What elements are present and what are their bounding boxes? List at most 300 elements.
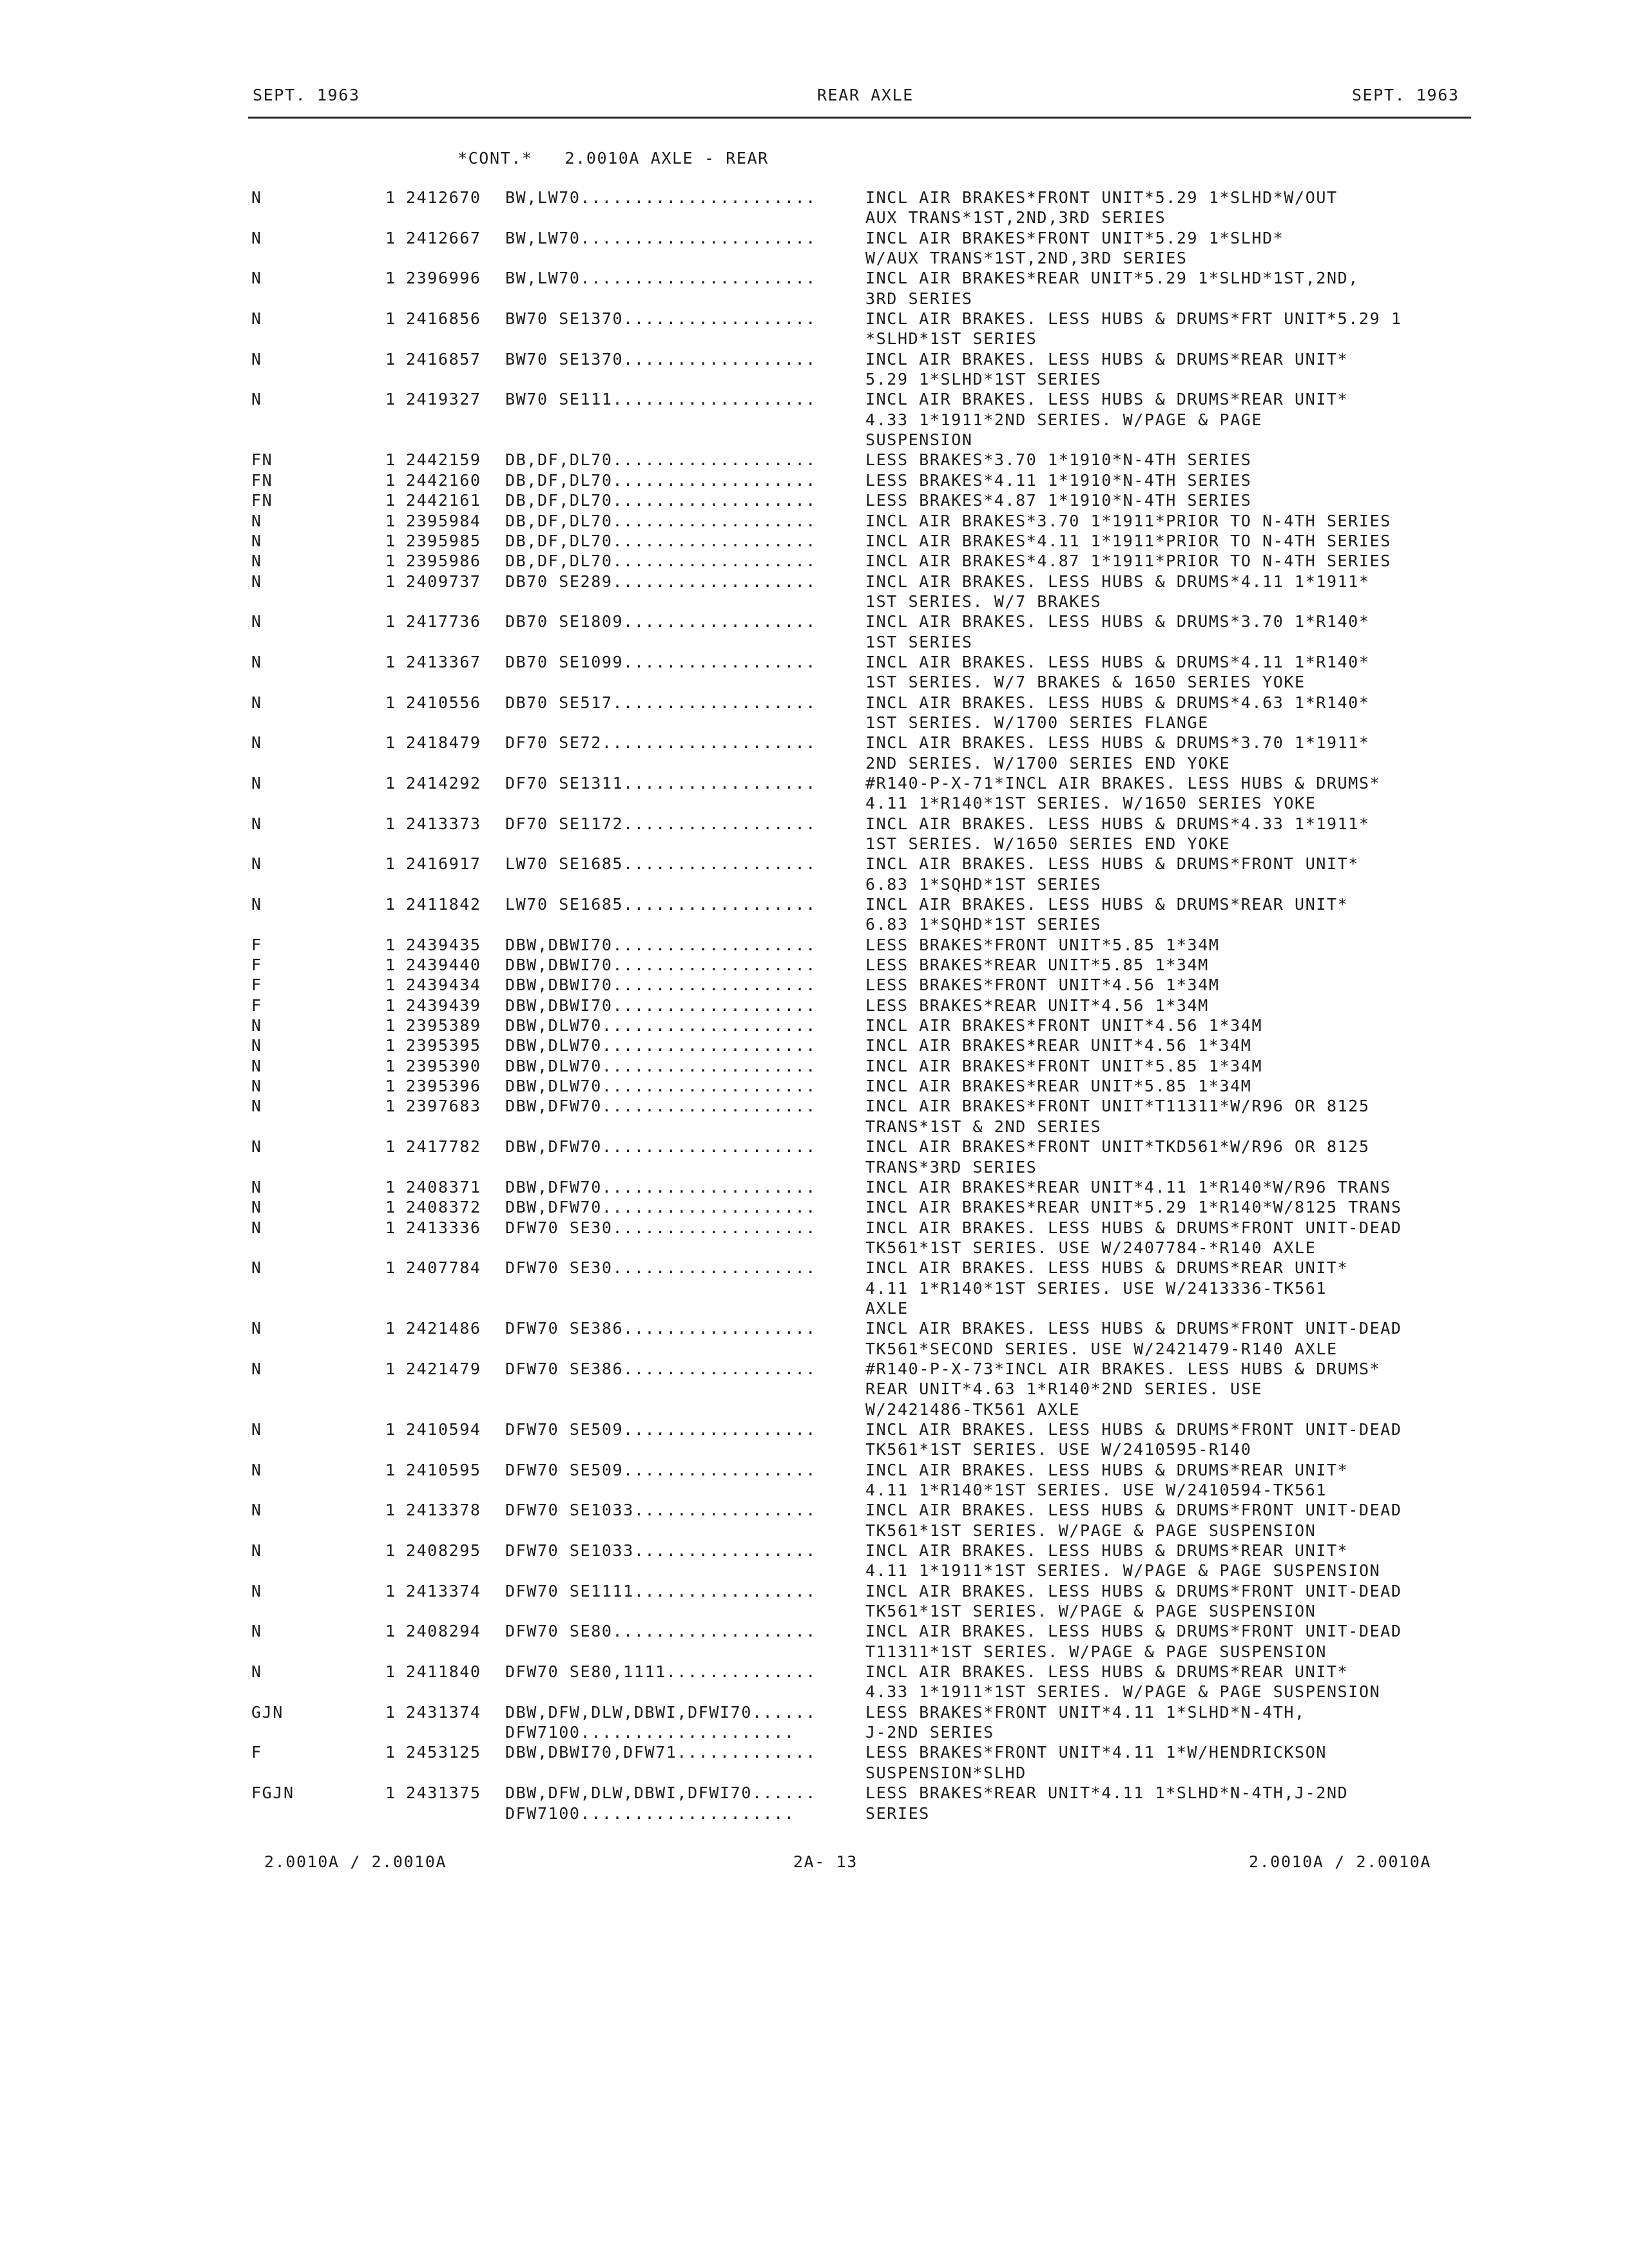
row-description: 3RD SERIES xyxy=(865,289,973,308)
row-description: INCL AIR BRAKES*FRONT UNIT*T11311*W/R96 OR 8125 xyxy=(865,1097,1370,1116)
row-model: DBW,DLW70.................... xyxy=(505,1056,816,1075)
row-line xyxy=(0,1420,1629,1440)
row-line xyxy=(0,1117,1629,1137)
row-flag: N xyxy=(251,1581,262,1600)
row-description: INCL AIR BRAKES. LESS HUBS & DRUMS*FRONT UNIT* xyxy=(865,854,1359,874)
row-line xyxy=(0,329,1629,349)
table-row xyxy=(0,1420,1629,1461)
row-model: DFW7100.................... xyxy=(505,1723,795,1742)
row-part-number: 2412667 xyxy=(406,228,481,247)
row-part-number: 2419327 xyxy=(406,390,481,409)
table-row xyxy=(0,188,1629,229)
row-description: LESS BRAKES*4.11 1*1910*N-4TH SERIES xyxy=(865,470,1252,490)
row-part-number: 2418479 xyxy=(406,733,481,753)
row-description: INCL AIR BRAKES. LESS HUBS & DRUMS*FRONT UNIT-DEAD xyxy=(865,1419,1402,1439)
row-model: DBW,DBWI70................... xyxy=(505,995,816,1015)
row-description: INCL AIR BRAKES*3.70 1*1911*PRIOR TO N-4TH SERIES xyxy=(865,511,1391,530)
row-part-number: 2413378 xyxy=(406,1501,481,1520)
row-description: INCL AIR BRAKES. LESS HUBS & DRUMS*4.11 1*1911* xyxy=(865,572,1370,591)
table-row xyxy=(0,1036,1629,1056)
row-line xyxy=(0,1481,1629,1501)
row-quantity: 1 xyxy=(385,1319,396,1338)
row-flag: N xyxy=(251,773,262,793)
row-model: BW70 SE1370.................. xyxy=(505,349,816,369)
row-quantity: 1 xyxy=(385,349,396,369)
table-row xyxy=(0,814,1629,855)
row-part-number: 2395985 xyxy=(406,531,481,550)
row-model: DBW,DFW70.................... xyxy=(505,1097,816,1116)
row-description: 1ST SERIES. W/7 BRAKES & 1650 SERIES YOKE xyxy=(865,673,1306,692)
row-description: INCL AIR BRAKES. LESS HUBS & DRUMS*FRONT UNIT-DEAD xyxy=(865,1319,1402,1338)
row-line xyxy=(0,936,1629,956)
row-line xyxy=(0,733,1629,753)
row-description: AXLE xyxy=(865,1298,909,1318)
row-line xyxy=(0,289,1629,309)
table-row xyxy=(0,1622,1629,1662)
row-line xyxy=(0,1582,1629,1602)
row-quantity: 1 xyxy=(385,1177,396,1196)
row-flag: FGJN xyxy=(251,1783,294,1803)
row-line xyxy=(0,512,1629,532)
row-description: TRANS*1ST & 2ND SERIES xyxy=(865,1117,1102,1136)
row-part-number: 2417736 xyxy=(406,612,481,631)
row-part-number: 2408294 xyxy=(406,1622,481,1641)
table-row xyxy=(0,733,1629,774)
row-line xyxy=(0,572,1629,592)
row-model: DBW,DFW70.................... xyxy=(505,1137,816,1157)
row-line xyxy=(0,1258,1629,1278)
row-description: 6.83 1*SQHD*1ST SERIES xyxy=(865,874,1102,894)
table-row xyxy=(0,471,1629,491)
row-model: DFW7100.................... xyxy=(505,1803,795,1823)
row-flag: N xyxy=(251,309,262,329)
row-line xyxy=(0,450,1629,470)
row-flag: N xyxy=(251,1137,262,1157)
row-flag: N xyxy=(251,1419,262,1439)
row-description: LESS BRAKES*4.87 1*1910*N-4TH SERIES xyxy=(865,491,1252,510)
row-model: DBW,DFW70.................... xyxy=(505,1177,816,1196)
row-line xyxy=(0,1137,1629,1157)
row-quantity: 1 xyxy=(385,1198,396,1217)
header-date-right: SEPT. 1963 xyxy=(1352,86,1460,104)
row-line xyxy=(0,1238,1629,1258)
row-part-number: 2395389 xyxy=(406,1016,481,1035)
table-row xyxy=(0,1097,1629,1137)
row-description: LESS BRAKES*FRONT UNIT*4.56 1*34M xyxy=(865,975,1220,995)
row-quantity: 1 xyxy=(385,269,396,288)
row-part-number: 2413374 xyxy=(406,1581,481,1600)
row-flag: N xyxy=(251,1218,262,1237)
row-quantity: 1 xyxy=(385,814,396,833)
row-flag: N xyxy=(251,1319,262,1338)
row-description: INCL AIR BRAKES. LESS HUBS & DRUMS*4.11 1*R140* xyxy=(865,652,1370,671)
row-part-number: 2439439 xyxy=(406,995,481,1015)
row-quantity: 1 xyxy=(385,1581,396,1600)
row-quantity: 1 xyxy=(385,733,396,753)
row-line xyxy=(0,1783,1629,1803)
row-quantity: 1 xyxy=(385,470,396,490)
table-row xyxy=(0,1501,1629,1541)
row-line xyxy=(0,713,1629,733)
row-description: *SLHD*1ST SERIES xyxy=(865,329,1037,349)
row-quantity: 1 xyxy=(385,773,396,793)
row-model: DBW,DBWI70,DFW71............. xyxy=(505,1743,816,1762)
row-quantity: 1 xyxy=(385,1783,396,1803)
row-flag: FN xyxy=(251,491,273,510)
row-quantity: 1 xyxy=(385,1419,396,1439)
table-row xyxy=(0,1703,1629,1744)
table-row xyxy=(0,1178,1629,1198)
row-part-number: 2453125 xyxy=(406,1743,481,1762)
row-line xyxy=(0,1340,1629,1360)
row-description: INCL AIR BRAKES. LESS HUBS & DRUMS*REAR UNIT* xyxy=(865,1258,1349,1278)
table-row xyxy=(0,309,1629,350)
row-line xyxy=(0,1461,1629,1481)
row-description: TK561*SECOND SERIES. USE W/2421479-R140 AXLE xyxy=(865,1339,1338,1358)
footer-section-left: 2.0010A / 2.0010A xyxy=(264,1852,447,1871)
row-part-number: 2442160 xyxy=(406,470,481,490)
row-line xyxy=(0,956,1629,975)
row-model: DBW,DBWI70................... xyxy=(505,935,816,954)
row-flag: N xyxy=(251,895,262,914)
row-line xyxy=(0,269,1629,289)
row-quantity: 1 xyxy=(385,1077,396,1096)
row-flag: N xyxy=(251,188,262,207)
row-quantity: 1 xyxy=(385,1359,396,1378)
row-flag: FN xyxy=(251,470,273,490)
row-line xyxy=(0,1198,1629,1218)
row-quantity: 1 xyxy=(385,1702,396,1722)
row-line xyxy=(0,1682,1629,1702)
row-model: DBW,DLW70.................... xyxy=(505,1077,816,1096)
row-part-number: 2395396 xyxy=(406,1077,481,1096)
row-line xyxy=(0,1379,1629,1399)
row-flag: N xyxy=(251,531,262,550)
row-flag: N xyxy=(251,1177,262,1196)
row-model: LW70 SE1685.................. xyxy=(505,895,816,914)
row-part-number: 2395395 xyxy=(406,1036,481,1055)
row-line xyxy=(0,370,1629,390)
row-flag: N xyxy=(251,693,262,712)
row-quantity: 1 xyxy=(385,309,396,329)
row-description: INCL AIR BRAKES. LESS HUBS & DRUMS*3.70 1*R140* xyxy=(865,612,1370,631)
row-description: 5.29 1*SLHD*1ST SERIES xyxy=(865,370,1102,389)
row-part-number: 2408295 xyxy=(406,1541,481,1561)
row-quantity: 1 xyxy=(385,491,396,510)
row-description: #R140-P-X-71*INCL AIR BRAKES. LESS HUBS & DRUMS* xyxy=(865,773,1381,793)
row-line xyxy=(0,208,1629,228)
header-title: REAR AXLE xyxy=(817,86,914,104)
row-description: INCL AIR BRAKES. LESS HUBS & DRUMS*FRONT UNIT-DEAD xyxy=(865,1622,1402,1641)
row-quantity: 1 xyxy=(385,228,396,247)
row-part-number: 2442161 xyxy=(406,491,481,510)
row-description: INCL AIR BRAKES. LESS HUBS & DRUMS*REAR UNIT* xyxy=(865,349,1349,369)
row-line xyxy=(0,1622,1629,1642)
row-model: DFW70 SE1111................. xyxy=(505,1581,816,1600)
row-quantity: 1 xyxy=(385,511,396,530)
row-part-number: 2416857 xyxy=(406,349,481,369)
row-description: TRANS*3RD SERIES xyxy=(865,1157,1037,1177)
row-part-number: 2412670 xyxy=(406,188,481,207)
table-row xyxy=(0,229,1629,269)
row-line xyxy=(0,693,1629,713)
row-description: 2ND SERIES. W/1700 SERIES END YOKE xyxy=(865,753,1231,773)
table-row xyxy=(0,1218,1629,1259)
table-row xyxy=(0,1582,1629,1622)
table-row xyxy=(0,1057,1629,1077)
row-model: DB,DF,DL70................... xyxy=(505,552,816,571)
row-line xyxy=(0,1158,1629,1178)
row-quantity: 1 xyxy=(385,1662,396,1682)
row-quantity: 1 xyxy=(385,1501,396,1520)
row-part-number: 2395984 xyxy=(406,511,481,530)
section-title: *CONT.* 2.0010A AXLE - REAR xyxy=(458,149,769,168)
row-quantity: 1 xyxy=(385,1622,396,1641)
row-line xyxy=(0,1440,1629,1460)
row-description: #R140-P-X-73*INCL AIR BRAKES. LESS HUBS & DRUMS* xyxy=(865,1359,1381,1378)
row-description: TK561*1ST SERIES. W/PAGE & PAGE SUSPENSION xyxy=(865,1521,1316,1540)
row-model: BW,LW70...................... xyxy=(505,188,816,207)
row-description: INCL AIR BRAKES*REAR UNIT*4.11 1*R140*W/R96 TRANS xyxy=(865,1177,1391,1196)
row-part-number: 2395390 xyxy=(406,1056,481,1075)
table-row xyxy=(0,1461,1629,1501)
table-row xyxy=(0,269,1629,309)
table-row xyxy=(0,653,1629,693)
row-line xyxy=(0,996,1629,1016)
row-line xyxy=(0,188,1629,208)
row-part-number: 2413373 xyxy=(406,814,481,833)
row-description: LESS BRAKES*REAR UNIT*5.85 1*34M xyxy=(865,956,1209,975)
table-row xyxy=(0,512,1629,532)
row-description: SUSPENSION*SLHD xyxy=(865,1763,1027,1782)
row-model: DBW,DBWI70................... xyxy=(505,975,816,995)
row-line xyxy=(0,1804,1629,1824)
row-quantity: 1 xyxy=(385,693,396,712)
row-part-number: 2408372 xyxy=(406,1198,481,1217)
row-quantity: 1 xyxy=(385,975,396,995)
row-description: TK561*1ST SERIES. USE W/2407784-*R140 AXLE xyxy=(865,1238,1316,1257)
row-line xyxy=(0,653,1629,673)
row-model: DFW70 SE30................... xyxy=(505,1258,816,1278)
row-line xyxy=(0,1016,1629,1036)
table-row xyxy=(0,491,1629,511)
row-quantity: 1 xyxy=(385,1743,396,1762)
row-model: BW,LW70...................... xyxy=(505,269,816,288)
row-model: DBW,DLW70.................... xyxy=(505,1036,816,1055)
row-flag: N xyxy=(251,269,262,288)
row-line xyxy=(0,430,1629,450)
row-description: J-2ND SERIES xyxy=(865,1723,994,1742)
row-line xyxy=(0,1743,1629,1763)
row-quantity: 1 xyxy=(385,995,396,1015)
row-line xyxy=(0,1602,1629,1622)
row-description: INCL AIR BRAKES*4.87 1*1911*PRIOR TO N-4TH SERIES xyxy=(865,552,1391,571)
row-part-number: 2421486 xyxy=(406,1319,481,1338)
row-part-number: 2414292 xyxy=(406,773,481,793)
table-row xyxy=(0,552,1629,572)
row-flag: N xyxy=(251,814,262,833)
row-description: 6.83 1*SQHD*1ST SERIES xyxy=(865,915,1102,934)
row-flag: F xyxy=(251,956,262,975)
row-description: LESS BRAKES*FRONT UNIT*4.11 1*SLHD*N-4TH, xyxy=(865,1702,1306,1722)
row-line xyxy=(0,1541,1629,1561)
table-row xyxy=(0,1541,1629,1582)
row-line xyxy=(0,491,1629,511)
row-quantity: 1 xyxy=(385,1460,396,1479)
row-model: DF70 SE72.................... xyxy=(505,733,816,753)
header-date-left: SEPT. 1963 xyxy=(253,86,360,104)
row-flag: N xyxy=(251,1056,262,1075)
footer-section-right: 2.0010A / 2.0010A xyxy=(1249,1852,1432,1871)
row-line xyxy=(0,1299,1629,1319)
row-line xyxy=(0,229,1629,249)
row-flag: N xyxy=(251,612,262,631)
row-description: LESS BRAKES*REAR UNIT*4.56 1*34M xyxy=(865,995,1209,1015)
row-description: 1ST SERIES xyxy=(865,632,973,651)
row-part-number: 2416917 xyxy=(406,854,481,874)
row-description: 4.11 1*1911*1ST SERIES. W/PAGE & PAGE SUSPENSION xyxy=(865,1561,1381,1581)
row-flag: F xyxy=(251,1743,262,1762)
row-quantity: 1 xyxy=(385,390,396,409)
row-description: INCL AIR BRAKES*FRONT UNIT*5.29 1*SLHD* xyxy=(865,228,1284,247)
row-description: 1ST SERIES. W/1700 SERIES FLANGE xyxy=(865,713,1209,732)
table-row xyxy=(0,1198,1629,1218)
row-description: INCL AIR BRAKES. LESS HUBS & DRUMS*FRONT UNIT-DEAD xyxy=(865,1501,1402,1520)
row-description: 4.33 1*1911*2ND SERIES. W/PAGE & PAGE xyxy=(865,410,1263,429)
row-model: DFW70 SE80................... xyxy=(505,1622,816,1641)
table-row xyxy=(0,1077,1629,1097)
row-part-number: 2421479 xyxy=(406,1359,481,1378)
row-part-number: 2439440 xyxy=(406,956,481,975)
row-line xyxy=(0,1178,1629,1198)
row-flag: N xyxy=(251,511,262,530)
table-row xyxy=(0,532,1629,552)
row-part-number: 2410594 xyxy=(406,1419,481,1439)
row-line xyxy=(0,350,1629,370)
row-description: 4.11 1*R140*1ST SERIES. W/1650 SERIES YOKE xyxy=(865,794,1316,813)
row-part-number: 2413336 xyxy=(406,1218,481,1237)
row-flag: N xyxy=(251,1258,262,1278)
row-line xyxy=(0,774,1629,794)
row-flag: N xyxy=(251,1198,262,1217)
row-line xyxy=(0,1077,1629,1097)
row-description: INCL AIR BRAKES*FRONT UNIT*TKD561*W/R96 OR 8125 xyxy=(865,1137,1370,1157)
row-description: INCL AIR BRAKES*FRONT UNIT*5.29 1*SLHD*W/OUT xyxy=(865,188,1338,207)
row-model: DFW70 SE509.................. xyxy=(505,1419,816,1439)
row-model: DB70 SE1099.................. xyxy=(505,652,816,671)
row-quantity: 1 xyxy=(385,450,396,470)
row-line xyxy=(0,1642,1629,1662)
row-model: DFW70 SE509.................. xyxy=(505,1460,816,1479)
row-description: REAR UNIT*4.63 1*R140*2ND SERIES. USE xyxy=(865,1379,1263,1399)
table-row xyxy=(0,1783,1629,1824)
row-model: DB,DF,DL70................... xyxy=(505,450,816,470)
row-model: DB70 SE289................... xyxy=(505,572,816,591)
row-description: SUSPENSION xyxy=(865,430,973,450)
row-line xyxy=(0,471,1629,491)
row-description: LESS BRAKES*3.70 1*1910*N-4TH SERIES xyxy=(865,450,1252,470)
row-model: DFW70 SE386.................. xyxy=(505,1359,816,1378)
row-flag: N xyxy=(251,854,262,874)
row-line xyxy=(0,1360,1629,1379)
row-description: W/AUX TRANS*1ST,2ND,3RD SERIES xyxy=(865,249,1188,268)
parts-list xyxy=(0,188,1629,1824)
row-line xyxy=(0,532,1629,552)
row-line xyxy=(0,1662,1629,1682)
row-quantity: 1 xyxy=(385,1541,396,1561)
row-flag: FN xyxy=(251,450,273,470)
row-flag: N xyxy=(251,1016,262,1035)
row-model: DFW70 SE386.................. xyxy=(505,1319,816,1338)
row-part-number: 2410595 xyxy=(406,1460,481,1479)
row-line xyxy=(0,1097,1629,1117)
row-quantity: 1 xyxy=(385,1137,396,1157)
row-part-number: 2431375 xyxy=(406,1783,481,1803)
row-line xyxy=(0,1400,1629,1420)
row-model: DBW,DFW,DLW,DBWI,DFWI70...... xyxy=(505,1783,816,1803)
row-flag: N xyxy=(251,1662,262,1682)
table-row xyxy=(0,774,1629,814)
row-part-number: 2413367 xyxy=(406,652,481,671)
row-line xyxy=(0,875,1629,895)
row-flag: N xyxy=(251,1460,262,1479)
row-description: INCL AIR BRAKES. LESS HUBS & DRUMS*FRONT UNIT-DEAD xyxy=(865,1218,1402,1237)
row-line xyxy=(0,754,1629,774)
row-line xyxy=(0,249,1629,269)
row-description: INCL AIR BRAKES. LESS HUBS & DRUMS*REAR UNIT* xyxy=(865,1460,1349,1479)
row-flag: N xyxy=(251,228,262,247)
row-model: DB,DF,DL70................... xyxy=(505,531,816,550)
row-flag: N xyxy=(251,572,262,591)
row-part-number: 2417782 xyxy=(406,1137,481,1157)
row-part-number: 2442159 xyxy=(406,450,481,470)
row-line xyxy=(0,895,1629,915)
row-part-number: 2431374 xyxy=(406,1702,481,1722)
row-flag: N xyxy=(251,733,262,753)
row-flag: N xyxy=(251,1036,262,1055)
table-row xyxy=(0,956,1629,975)
table-row xyxy=(0,612,1629,653)
row-line xyxy=(0,794,1629,814)
row-part-number: 2411840 xyxy=(406,1662,481,1682)
row-line xyxy=(0,1036,1629,1056)
row-quantity: 1 xyxy=(385,1258,396,1278)
row-description: TK561*1ST SERIES. W/PAGE & PAGE SUSPENSION xyxy=(865,1602,1316,1621)
row-quantity: 1 xyxy=(385,1218,396,1237)
row-model: DFW70 SE1033................. xyxy=(505,1541,816,1561)
row-quantity: 1 xyxy=(385,572,396,591)
row-line xyxy=(0,633,1629,653)
row-flag: N xyxy=(251,1359,262,1378)
row-model: DB,DF,DL70................... xyxy=(505,470,816,490)
row-flag: N xyxy=(251,349,262,369)
table-row xyxy=(0,572,1629,613)
row-line xyxy=(0,1501,1629,1521)
table-row xyxy=(0,975,1629,995)
table-row xyxy=(0,1258,1629,1319)
row-line xyxy=(0,854,1629,874)
table-row xyxy=(0,1016,1629,1036)
header-rule xyxy=(248,117,1471,119)
row-line xyxy=(0,1319,1629,1339)
table-row xyxy=(0,895,1629,936)
table-row xyxy=(0,350,1629,390)
row-description: INCL AIR BRAKES*4.11 1*1911*PRIOR TO N-4TH SERIES xyxy=(865,531,1391,550)
row-description: 1ST SERIES. W/1650 SERIES END YOKE xyxy=(865,834,1231,853)
row-line xyxy=(0,915,1629,935)
row-quantity: 1 xyxy=(385,188,396,207)
table-row xyxy=(0,936,1629,956)
